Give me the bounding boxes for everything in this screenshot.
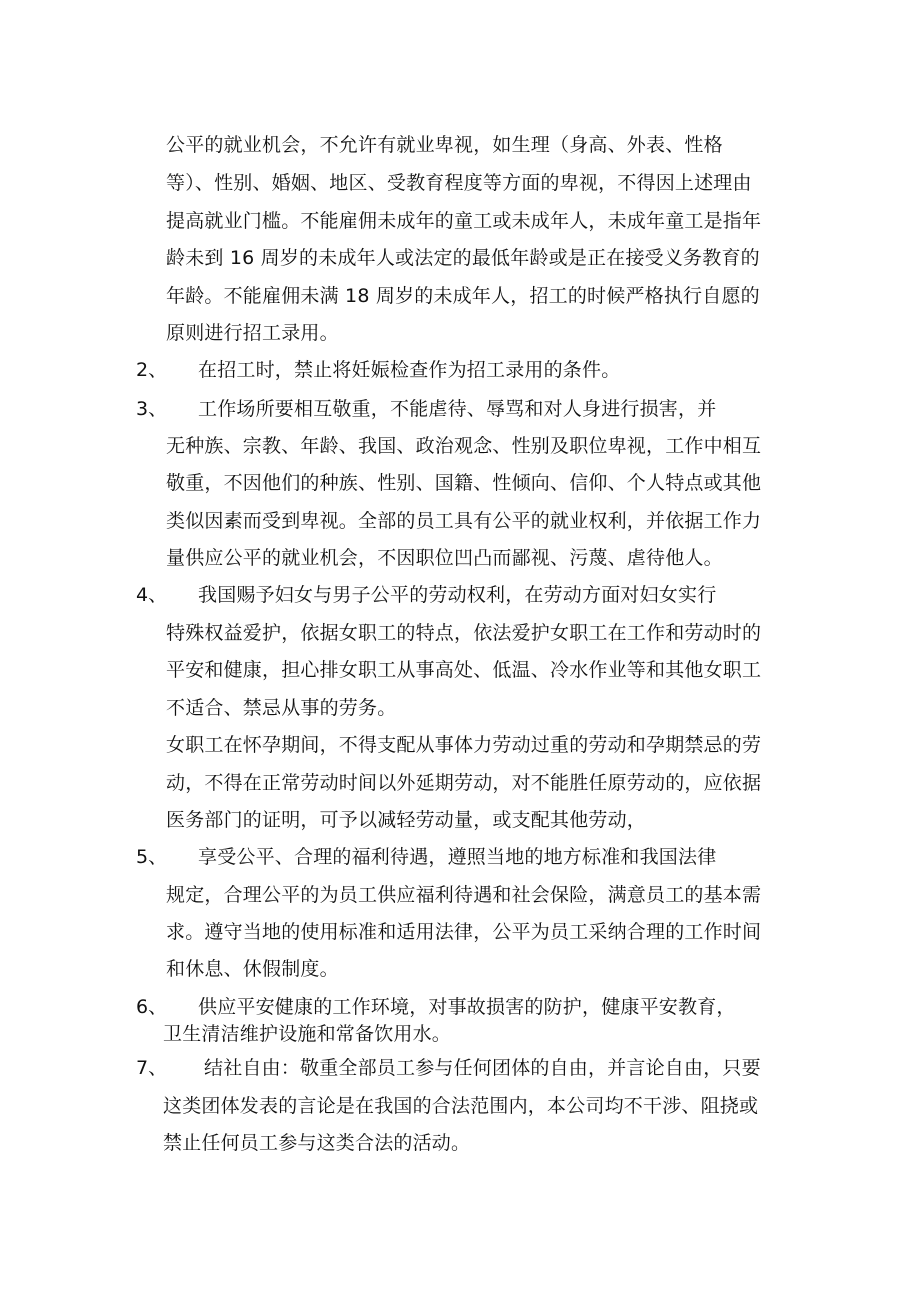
item-number: 4、 [136, 584, 168, 606]
item-line: 供应平安健康的工作环境，对事故损害的防护，健康平安教育， [198, 996, 736, 1018]
item-line: 规定，合理公平的为员工供应福利待遇和社会保险，满意员工的基本需 [166, 884, 762, 906]
item-line: 医务部门的证明，可予以减轻劳动量，或支配其他劳动， [166, 809, 647, 831]
item-line: 敬重，不因他们的种族、性别、国籍、性倾向、信仰、个人特点或其他 [166, 472, 762, 494]
intro-line: 提高就业门槛。不能雇佣未成年的童工或未成年人，未成年童工是指年 [166, 210, 762, 232]
item-number: 3、 [136, 398, 168, 420]
item-line: 我国赐予妇女与男子公平的劳动权利，在劳动方面对妇女实行 [198, 584, 717, 606]
intro-line: 原则进行招工录用。 [166, 322, 339, 344]
item-line: 求。遵守当地的使用标准和适用法律，公平为员工采纳合理的工作时间 [166, 921, 762, 943]
item-line: 动，不得在正常劳动时间以外延期劳动，对不能胜任原劳动的，应依据 [166, 772, 762, 794]
item-number: 5、 [136, 846, 168, 868]
item-number: 2、 [136, 359, 168, 381]
item-line: 无种族、宗教、年龄、我国、政治观念、性别及职位卑视，工作中相互 [166, 435, 762, 457]
item-line: 这类团体发表的言论是在我国的合法范围内，本公司均不干涉、阻挠或 [163, 1095, 759, 1117]
item-line: 卫生清洁维护设施和常备饮用水。 [163, 1023, 452, 1045]
item-line: 工作场所要相互敬重，不能虐待、辱骂和对人身进行损害，并 [198, 398, 717, 420]
item-line: 结社自由：敬重全部员工参与任何团体的自由，并言论自由，只要 [204, 1057, 761, 1079]
item-line: 量供应公平的就业机会，不因职位凹凸而鄙视、污蔑、虐待他人。 [166, 547, 723, 569]
intro-line: 公平的就业机会，不允许有就业卑视，如生理（身高、外表、性格 [166, 134, 723, 156]
item-line: 类似因素而受到卑视。全部的员工具有公平的就业权利，并依据工作力 [166, 510, 762, 532]
item-line: 特殊权益爱护，依据女职工的特点，依法爱护女职工在工作和劳动时的 [166, 622, 762, 644]
item-number: 7、 [136, 1057, 168, 1079]
intro-line: 等）、性别、婚姻、地区、受教育程度等方面的卑视，不得因上述理由 [166, 172, 752, 194]
intro-line: 年龄。不能雇佣未满 18 周岁的未成年人，招工的时候严格执行自愿的 [166, 285, 760, 307]
item-number: 6、 [136, 996, 168, 1018]
item-line: 禁止任何员工参与这类合法的活动。 [163, 1132, 471, 1154]
item-line: 平安和健康，担心排女职工从事高处、低温、冷水作业等和其他女职工 [166, 659, 762, 681]
item-line: 在招工时，禁止将妊娠检查作为招工录用的条件。 [198, 359, 621, 381]
item-line: 不适合、禁忌从事的劳务。 [166, 697, 397, 719]
item-line: 女职工在怀孕期间，不得支配从事体力劳动过重的劳动和孕期禁忌的劳 [166, 734, 762, 756]
item-line: 和休息、休假制度。 [166, 958, 339, 980]
intro-line: 龄未到 16 周岁的未成年人或法定的最低年龄或是正在接受义务教育的 [166, 247, 760, 269]
item-line: 享受公平、合理的福利待遇，遵照当地的地方标准和我国法律 [198, 846, 717, 868]
